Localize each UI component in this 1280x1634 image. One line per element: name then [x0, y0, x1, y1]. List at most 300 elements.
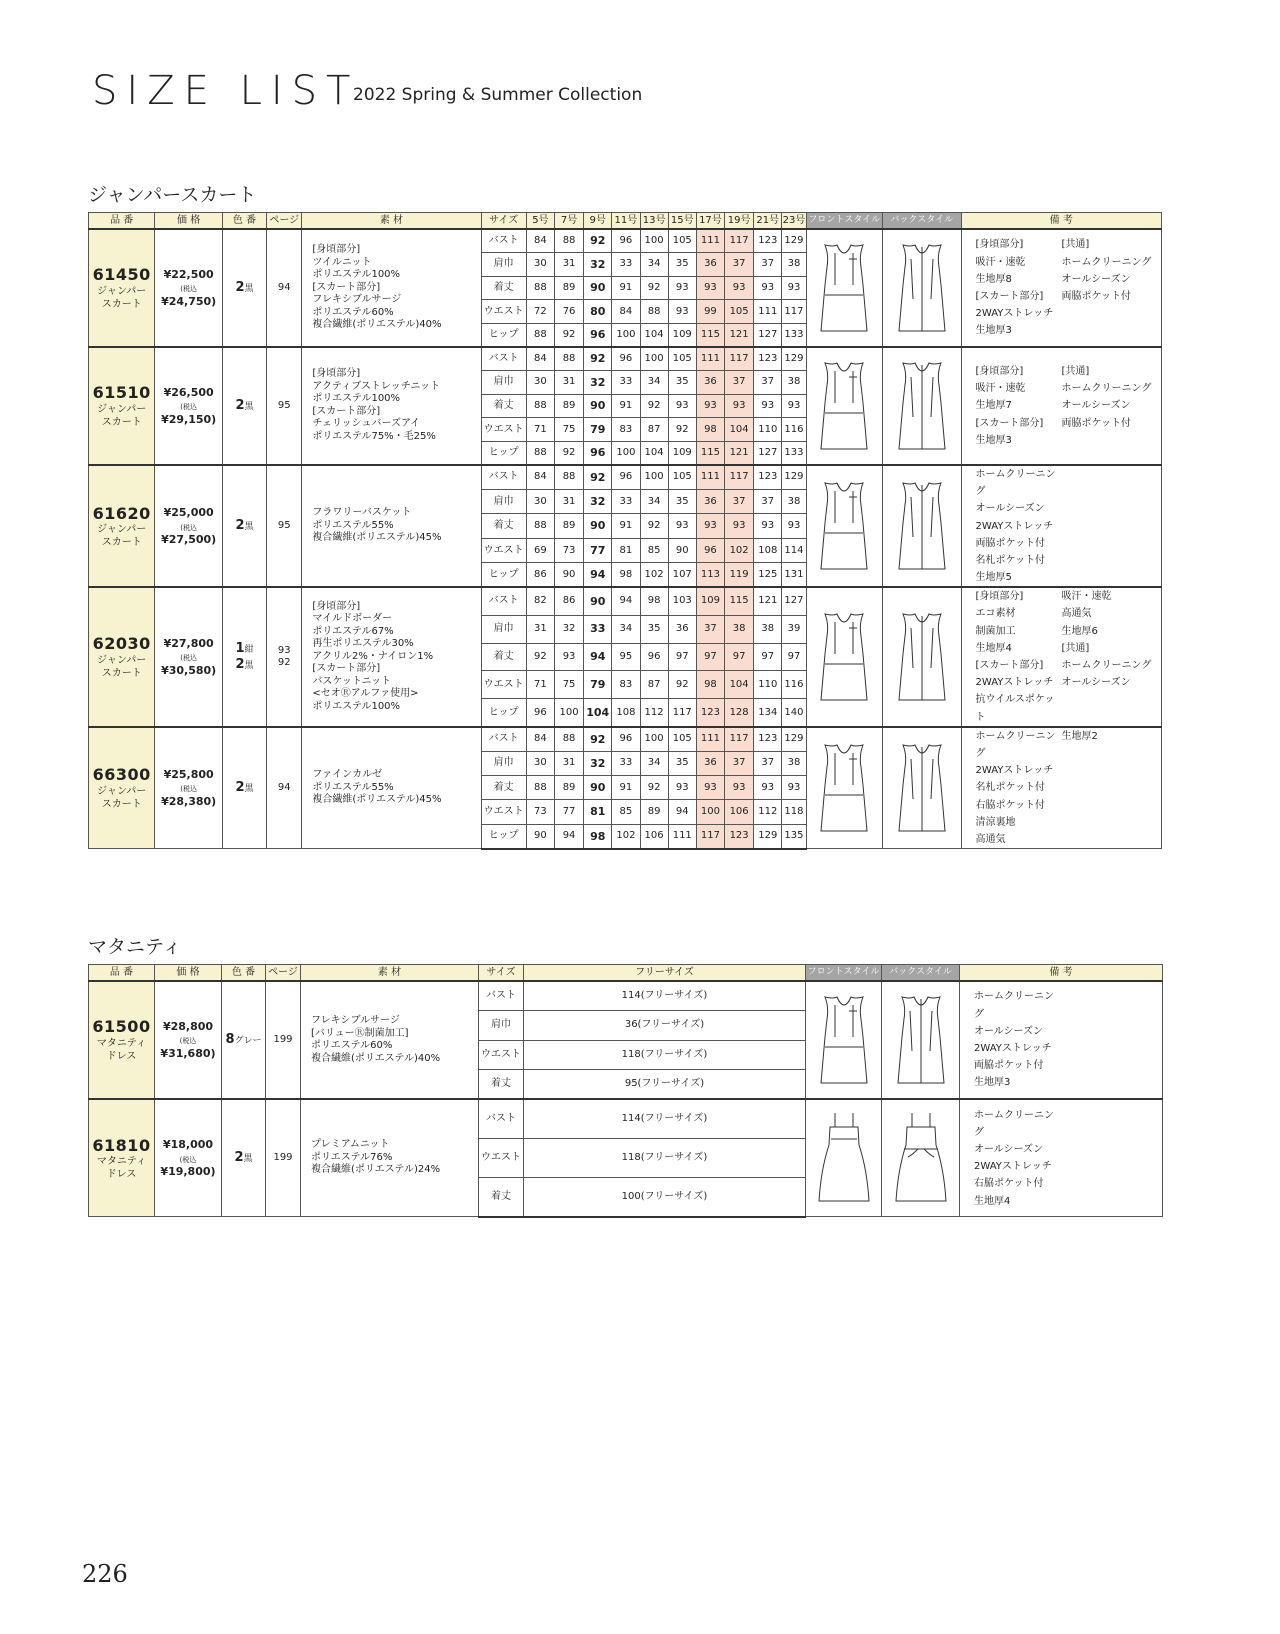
measure-value: 71 [526, 671, 554, 699]
header-price: 価 格 [155, 965, 222, 982]
material-line: ポリエステル100% [312, 269, 401, 281]
measure-value: 93 [696, 394, 724, 418]
measure-value: 93 [782, 276, 806, 300]
measure-value: 114(フリーサイズ) [524, 981, 806, 1011]
product-code-cell [89, 981, 155, 1099]
measure-value: 88 [526, 323, 554, 347]
note-line: 高通気 [975, 833, 1006, 845]
measure-label: 着丈 [479, 1070, 524, 1100]
material-line: ポリエステル76% [311, 1151, 393, 1163]
page-ref-cell [267, 229, 302, 347]
measure-label: ウエスト [481, 671, 526, 699]
measure-value: 96 [612, 229, 640, 253]
measure-value: 97 [725, 643, 754, 671]
header-size-5: 5号 [526, 213, 554, 230]
measure-value: 88 [526, 775, 554, 799]
header-size-9: 9号 [584, 213, 612, 230]
header-code: 品 番 [89, 213, 155, 230]
note-line: [身頃部分] [共通] [975, 239, 1090, 251]
measure-value: 92 [668, 671, 696, 699]
front-style-illustration [806, 1099, 882, 1217]
color-number: 2黒 [235, 780, 254, 796]
measure-value: 91 [612, 276, 640, 300]
measure-value: 90 [584, 394, 612, 418]
measure-label: バスト [481, 587, 526, 615]
measure-value: 36 [668, 615, 696, 643]
note-line: 両脇ポケット付 [974, 1060, 1044, 1072]
measure-value: 140 [782, 699, 806, 727]
measure-label: ウエスト [481, 418, 526, 442]
note-line: 右脇ポケット付 [974, 1178, 1044, 1190]
measure-value: 79 [584, 418, 612, 442]
material-cell [302, 347, 481, 465]
material-cell [301, 1099, 479, 1217]
product-name: スカート [101, 298, 142, 310]
color-cell [222, 229, 266, 347]
note-line: 2WAYストレッチ [975, 520, 1054, 532]
measure-value: 106 [640, 824, 668, 848]
measure-value: 92 [584, 727, 612, 751]
measure-value: 113 [696, 563, 724, 588]
measure-value: 114(フリーサイズ) [524, 1099, 806, 1138]
measure-value: 94 [554, 824, 583, 848]
measure-value: 118 [782, 800, 806, 824]
material-line: [スカート部分] [312, 663, 381, 675]
measure-value: 33 [612, 371, 640, 395]
measure-label: ウエスト [481, 300, 526, 324]
measure-value: 30 [526, 751, 554, 775]
measure-value: 31 [554, 253, 583, 277]
back-style-illustration [883, 587, 962, 727]
measure-value: 36 [696, 371, 724, 395]
measure-value: 111 [696, 465, 724, 489]
measure-value: 94 [612, 587, 640, 615]
measure-value: 69 [526, 538, 554, 562]
measure-value: 93 [668, 775, 696, 799]
measure-value: 33 [584, 615, 612, 643]
product-code-cell [89, 229, 155, 347]
page-number: 226 [82, 1560, 128, 1588]
measure-label: 着丈 [479, 1178, 524, 1217]
measure-value: 91 [612, 514, 640, 538]
measure-value: 93 [554, 643, 583, 671]
measure-value: 109 [668, 441, 696, 465]
section-title-maternity: マタニティ [88, 936, 182, 958]
measure-value: 107 [668, 563, 696, 588]
measure-value: 31 [554, 371, 583, 395]
price-excl-tax: ¥26,500 [163, 386, 214, 400]
price-incl-tax: (税込¥28,380) [161, 785, 217, 808]
measure-value: 111 [754, 300, 782, 324]
measure-value: 129 [782, 727, 806, 751]
measure-label: バスト [479, 981, 524, 1011]
measure-value: 81 [612, 538, 640, 562]
measure-value: 129 [782, 465, 806, 489]
price-excl-tax: ¥28,800 [162, 1020, 214, 1034]
measure-value: 96 [640, 643, 668, 671]
measure-value: 86 [554, 587, 583, 615]
measure-value: 100 [640, 465, 668, 489]
measure-value: 100(フリーサイズ) [524, 1178, 806, 1217]
measure-value: 90 [584, 276, 612, 300]
product-code-cell [89, 587, 155, 727]
measure-value: 93 [782, 775, 806, 799]
measure-value: 110 [754, 418, 782, 442]
measure-value: 115 [696, 323, 724, 347]
material-line: アクティブストレッチニット [312, 380, 440, 392]
measure-value: 127 [754, 323, 782, 347]
price-cell [155, 981, 222, 1099]
measure-label: ウエスト [481, 800, 526, 824]
measure-label: ウエスト [481, 538, 526, 562]
measure-value: 37 [754, 751, 782, 775]
measure-value: 104 [725, 671, 754, 699]
note-line: オールシーズン [974, 1144, 1044, 1155]
back-style-illustration [883, 727, 962, 849]
header-size-11: 11号 [612, 213, 640, 230]
measure-value: 106 [725, 800, 754, 824]
front-style-illustration [806, 347, 882, 465]
measure-value: 127 [754, 441, 782, 465]
measure-value: 105 [668, 465, 696, 489]
product-name: ドレス [106, 1168, 137, 1180]
note-line: 2WAYストレッチ [974, 1161, 1052, 1173]
measure-value: 133 [782, 323, 806, 347]
measure-value: 92 [554, 441, 583, 465]
measure-value: 92 [584, 347, 612, 371]
measure-value: 98 [612, 563, 640, 588]
header-size-13: 13号 [640, 213, 668, 230]
measure-value: 123 [696, 699, 724, 727]
measure-value: 83 [612, 418, 640, 442]
measure-value: 111 [668, 824, 696, 848]
table-row [89, 229, 1162, 253]
table-row [89, 465, 1162, 489]
material-line: [スカート部分] [312, 281, 381, 293]
measure-value: 77 [554, 800, 583, 824]
collection-subtitle: 2022 Spring & Summer Collection [353, 85, 643, 105]
note-line: [スカート部分] ホームクリーニング [975, 660, 1152, 671]
measure-value: 93 [754, 394, 782, 418]
front-style-illustration [806, 981, 882, 1099]
product-code: 62030 [92, 634, 151, 654]
header-size: サイズ [479, 965, 524, 982]
measure-label: 肩巾 [481, 489, 526, 513]
product-name: マタニティ [96, 1037, 147, 1049]
note-line: [身頃部分] 吸汗・速乾 [975, 591, 1112, 603]
note-line: 名札ポケット付 [975, 554, 1046, 566]
measure-value: 89 [554, 514, 583, 538]
measure-value: 34 [640, 253, 668, 277]
measure-value: 93 [725, 775, 754, 799]
measure-value: 73 [554, 538, 583, 562]
page-ref: 95 [277, 399, 291, 411]
measure-value: 96 [612, 465, 640, 489]
measure-value: 34 [612, 615, 640, 643]
measure-value: 92 [584, 229, 612, 253]
price-cell [155, 347, 222, 465]
measure-value: 109 [668, 323, 696, 347]
measure-label: ウエスト [479, 1040, 524, 1070]
product-code-cell [89, 1099, 155, 1217]
measure-value: 100 [696, 800, 724, 824]
material-line: 複合繊維(ポリエステル)40% [311, 1052, 441, 1064]
product-name: スカート [101, 798, 142, 810]
note-line: 制菌加工 生地厚6 [975, 625, 1098, 637]
measure-value: 134 [754, 699, 782, 727]
note-line: 2WAYストレッチ オールシーズン [975, 677, 1131, 689]
page-ref: 199 [273, 1152, 293, 1164]
note-line: 2WAYストレッチ [975, 765, 1054, 777]
measure-value: 92 [640, 276, 668, 300]
measure-label: 着丈 [481, 643, 526, 671]
note-line: オールシーズン [974, 1025, 1044, 1037]
color-number: 2黒 [235, 657, 254, 672]
measure-value: 91 [612, 394, 640, 418]
product-name: ジャンパー [97, 403, 147, 415]
measure-value: 129 [782, 347, 806, 371]
measure-value: 90 [584, 587, 612, 615]
measure-label: ヒップ [481, 563, 526, 588]
product-code: 61810 [92, 1135, 151, 1155]
measure-value: 84 [612, 300, 640, 324]
measure-label: 着丈 [481, 276, 526, 300]
measure-value: 83 [612, 671, 640, 699]
measure-value: 90 [554, 563, 583, 588]
tax-label: (税込 [180, 785, 197, 794]
back-style-illustration [882, 1099, 960, 1217]
header-color: 色 番 [222, 213, 266, 230]
measure-value: 35 [668, 751, 696, 775]
measure-value: 92 [668, 418, 696, 442]
material-cell [301, 981, 479, 1099]
note-line: [身頃部分] [共通] [975, 365, 1090, 377]
measure-label: バスト [481, 465, 526, 489]
measure-value: 95 [612, 643, 640, 671]
measure-value: 133 [782, 441, 806, 465]
measure-value: 105 [668, 347, 696, 371]
color-cell [222, 347, 266, 465]
product-name: マタニティ [96, 1155, 147, 1167]
note-line: [スカート部分] 両脇ポケット付 [975, 290, 1132, 302]
measure-value: 112 [754, 800, 782, 824]
measure-value: 38 [725, 615, 754, 643]
page-ref-cell [267, 587, 302, 727]
measure-value: 84 [526, 727, 554, 751]
note-line: 吸汗・速乾 ホームクリーニング [975, 256, 1152, 268]
measure-value: 100 [612, 441, 640, 465]
measure-value: 87 [640, 671, 668, 699]
material-line: ポリエステル60% [311, 1040, 393, 1051]
note-line: 生地厚3 [975, 325, 1012, 337]
measure-value: 128 [725, 699, 754, 727]
notes-cell [960, 1099, 1163, 1217]
measure-value: 90 [584, 514, 612, 538]
page-ref: 95 [277, 520, 291, 532]
product-name: ジャンパー [97, 785, 147, 797]
measure-value: 81 [584, 800, 612, 824]
measure-value: 36 [696, 253, 724, 277]
page-ref: 199 [273, 1034, 293, 1045]
price-cell [155, 587, 222, 727]
measure-value: 88 [526, 441, 554, 465]
measure-value: 90 [668, 538, 696, 562]
measure-value: 129 [782, 229, 806, 253]
product-code-cell [89, 727, 155, 849]
measure-label: 肩巾 [479, 1011, 524, 1041]
notes-cell [961, 465, 1161, 587]
color-cell [222, 465, 266, 587]
measure-value: 84 [526, 465, 554, 489]
measure-value: 123 [725, 824, 754, 848]
material-line: フレキシブルサージ [312, 294, 402, 306]
material-line: ファインカルゼ [312, 769, 383, 781]
measure-value: 93 [696, 775, 724, 799]
note-line: 生地厚7 オールシーズン [975, 400, 1131, 412]
measure-value: 37 [725, 371, 754, 395]
measure-value: 114 [782, 538, 806, 562]
measure-value: 117 [782, 300, 806, 324]
material-line: 複合繊維(ポリエステル)45% [312, 794, 442, 806]
measure-value: 117 [725, 347, 754, 371]
measure-value: 85 [640, 538, 668, 562]
note-line: 右脇ポケット付 [975, 799, 1046, 811]
measure-value: 92 [640, 775, 668, 799]
note-line: 生地厚3 [974, 1077, 1011, 1089]
product-code: 61620 [92, 503, 151, 523]
measure-value: 80 [584, 300, 612, 324]
measure-label: バスト [479, 1099, 524, 1138]
measure-value: 89 [554, 276, 583, 300]
measure-value: 131 [782, 563, 806, 588]
measure-value: 117 [668, 699, 696, 727]
color-number: 2黒 [235, 398, 254, 414]
measure-value: 33 [612, 751, 640, 775]
tax-label: (税込 [180, 523, 197, 532]
product-name: スカート [101, 416, 142, 428]
measure-value: 117 [725, 465, 754, 489]
note-line: 吸汗・速乾 ホームクリーニング [975, 383, 1152, 395]
measure-label: 着丈 [481, 775, 526, 799]
material-cell [302, 727, 481, 849]
color-cell [222, 981, 266, 1099]
material-line: ポリエステル55% [312, 781, 394, 793]
material-line: ポリエステル100% [312, 393, 401, 405]
measure-value: 88 [554, 465, 583, 489]
measure-value: 104 [584, 699, 612, 727]
measure-label: 着丈 [481, 394, 526, 418]
notes-cell [960, 981, 1163, 1099]
measure-value: 123 [754, 727, 782, 751]
measure-value: 32 [584, 751, 612, 775]
material-line: フレキシブルサージ [311, 1015, 400, 1026]
measure-value: 36(フリーサイズ) [524, 1011, 806, 1041]
measure-value: 38 [782, 371, 806, 395]
measure-value: 99 [696, 300, 724, 324]
material-line: ポリエステル55% [312, 519, 394, 531]
measure-value: 116 [782, 671, 806, 699]
measure-value: 119 [725, 563, 754, 588]
measure-value: 37 [696, 615, 724, 643]
price-excl-tax: ¥22,500 [163, 268, 214, 282]
note-line: エコ素材 高通気 [975, 608, 1092, 620]
measure-value: 37 [754, 371, 782, 395]
measure-value: 100 [612, 323, 640, 347]
measure-label: 肩巾 [481, 371, 526, 395]
front-style-illustration [806, 229, 882, 347]
header-price: 価 格 [155, 213, 222, 230]
measure-value: 93 [668, 300, 696, 324]
measure-value: 98 [640, 587, 668, 615]
tax-label: (税込 [180, 654, 197, 663]
back-style-illustration [883, 229, 962, 347]
measure-value: 100 [640, 727, 668, 751]
measure-value: 110 [754, 671, 782, 699]
page-ref-cell [267, 727, 302, 849]
measure-label: ヒップ [481, 699, 526, 727]
price-cell [155, 229, 222, 347]
page-ref: 94 [277, 281, 291, 293]
measure-value: 129 [754, 824, 782, 848]
measure-value: 31 [554, 489, 583, 513]
measure-value: 125 [754, 563, 782, 588]
measure-value: 104 [640, 441, 668, 465]
measure-value: 31 [526, 615, 554, 643]
measure-value: 121 [754, 587, 782, 615]
measure-value: 105 [668, 229, 696, 253]
material-line: 複合繊維(ポリエステル)45% [312, 532, 442, 544]
measure-value: 32 [584, 489, 612, 513]
measure-value: 105 [725, 300, 754, 324]
header-back-style: バックスタイル [883, 213, 962, 230]
measure-value: 121 [725, 441, 754, 465]
measure-value: 92 [526, 643, 554, 671]
material-line: アクリル2%・ナイロン1% [312, 650, 434, 662]
material-line: フラワリーバスケット [312, 507, 412, 519]
material-line: [身頃部分] [312, 600, 361, 612]
note-line: 生地厚5 [975, 572, 1012, 584]
measure-value: 96 [526, 699, 554, 727]
header-notes: 備 考 [960, 965, 1163, 982]
header-notes: 備 考 [961, 213, 1161, 230]
measure-label: ヒップ [481, 824, 526, 848]
header-size-23: 23号 [782, 213, 806, 230]
measure-value: 94 [668, 800, 696, 824]
measure-value: 38 [782, 489, 806, 513]
maternity-size-table [88, 964, 1163, 1218]
measure-value: 90 [526, 824, 554, 848]
measure-value: 123 [754, 229, 782, 253]
measure-value: 102 [612, 824, 640, 848]
table-row [89, 981, 1163, 1011]
material-line: ツイルニット [312, 256, 372, 268]
material-line: 複合繊維(ポリエステル)24% [311, 1164, 441, 1176]
measure-value: 76 [554, 300, 583, 324]
measure-value: 93 [782, 514, 806, 538]
measure-value: 93 [754, 514, 782, 538]
measure-value: 77 [584, 538, 612, 562]
measure-value: 93 [754, 775, 782, 799]
measure-value: 73 [526, 800, 554, 824]
price-excl-tax: ¥25,000 [163, 506, 214, 520]
header-material: 素 材 [302, 213, 481, 230]
measure-label: 肩巾 [481, 751, 526, 775]
measure-value: 89 [640, 800, 668, 824]
measure-value: 135 [782, 824, 806, 848]
jumper-size-table [88, 212, 1162, 850]
measure-value: 100 [554, 699, 583, 727]
material-line: チェリッシュバーズアイ [312, 418, 421, 430]
